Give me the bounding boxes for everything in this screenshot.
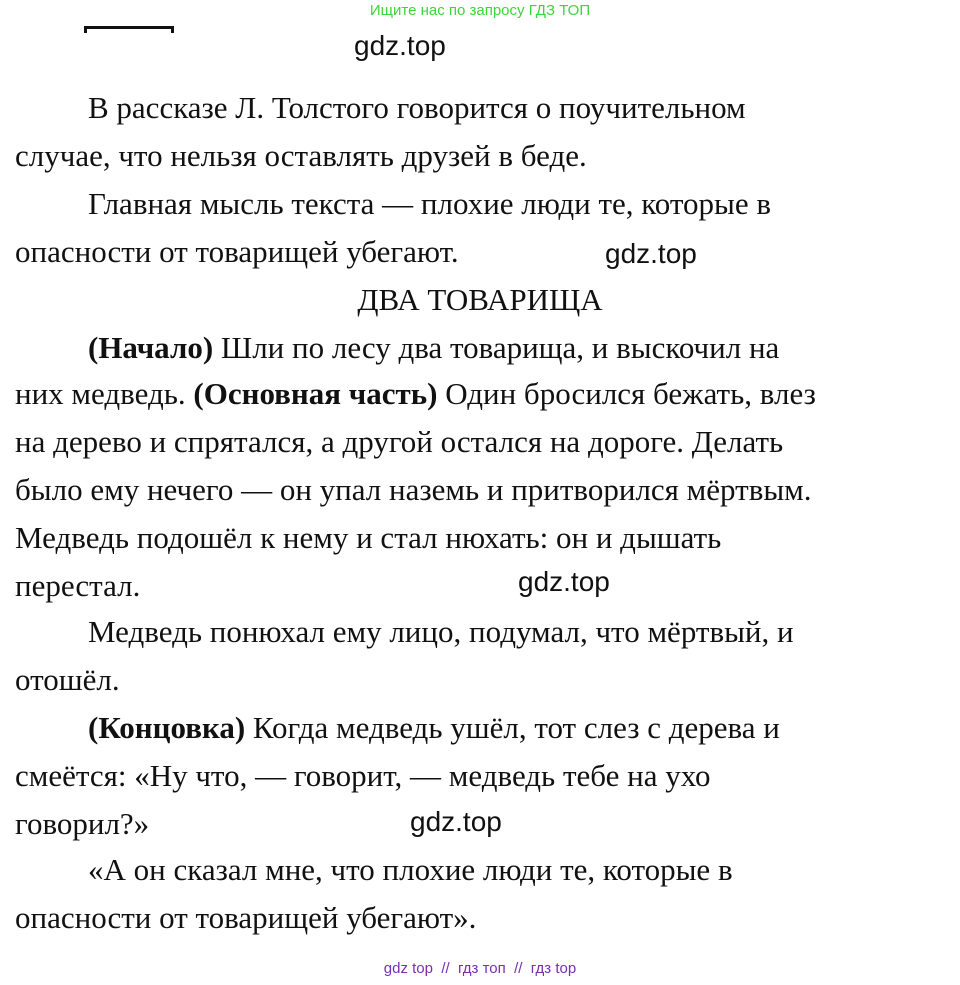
header-rule <box>84 26 174 35</box>
story-line: было ему нечего — он упал наземь и притворился мёртвым. <box>15 472 812 507</box>
story-line: опасности от товарищей убегают». <box>15 900 477 935</box>
intro-line: случае, что нельзя оставлять друзей в беде. <box>15 138 587 173</box>
story-line: Медведь подошёл к нему и стал нюхать: он и дышать <box>15 520 722 555</box>
story-line: отошёл. <box>15 662 120 697</box>
story-line: перестал. <box>15 568 141 603</box>
section-label-start: (Начало) <box>88 330 214 365</box>
story-line: них медведь. (Основная часть) Один бросился бежать, влез <box>15 376 816 411</box>
watermark: gdz.top <box>518 566 610 597</box>
section-label-end: (Концовка) <box>88 710 246 745</box>
story-line: «А он сказал мне, что плохие люди те, которые в <box>88 852 733 887</box>
watermark: gdz.top <box>605 238 697 269</box>
footer-links: gdz top // гдз топ // гдз top <box>383 960 577 977</box>
story-title: ДВА ТОВАРИЩА <box>357 282 603 317</box>
story-line: смеётся: «Ну что, — говорит, — медведь тебе на ухо <box>15 758 711 793</box>
intro-line: Главная мысль текста — плохие люди те, которые в <box>88 186 771 221</box>
story-line: (Концовка) Когда медведь ушёл, тот слез с дерева и <box>88 710 780 745</box>
intro-line: В рассказе Л. Толстого говорится о поучительном <box>88 90 746 125</box>
promo-banner: Ищите нас по запросу ГДЗ ТОП <box>369 2 591 19</box>
story-line: (Начало) Шли по лесу два товарища, и выскочил на <box>88 330 780 365</box>
watermark: gdz.top <box>410 806 502 837</box>
section-label-main: (Основная часть) <box>193 376 438 411</box>
story-line: Медведь понюхал ему лицо, подумал, что мёртвый, и <box>88 614 794 649</box>
watermark-top: gdz.top <box>354 30 446 61</box>
story-line: на дерево и спрятался, а другой остался на дороге. Делать <box>15 424 784 459</box>
intro-line: опасности от товарищей убегают. <box>15 234 459 269</box>
story-line: говорил?» <box>15 806 150 841</box>
